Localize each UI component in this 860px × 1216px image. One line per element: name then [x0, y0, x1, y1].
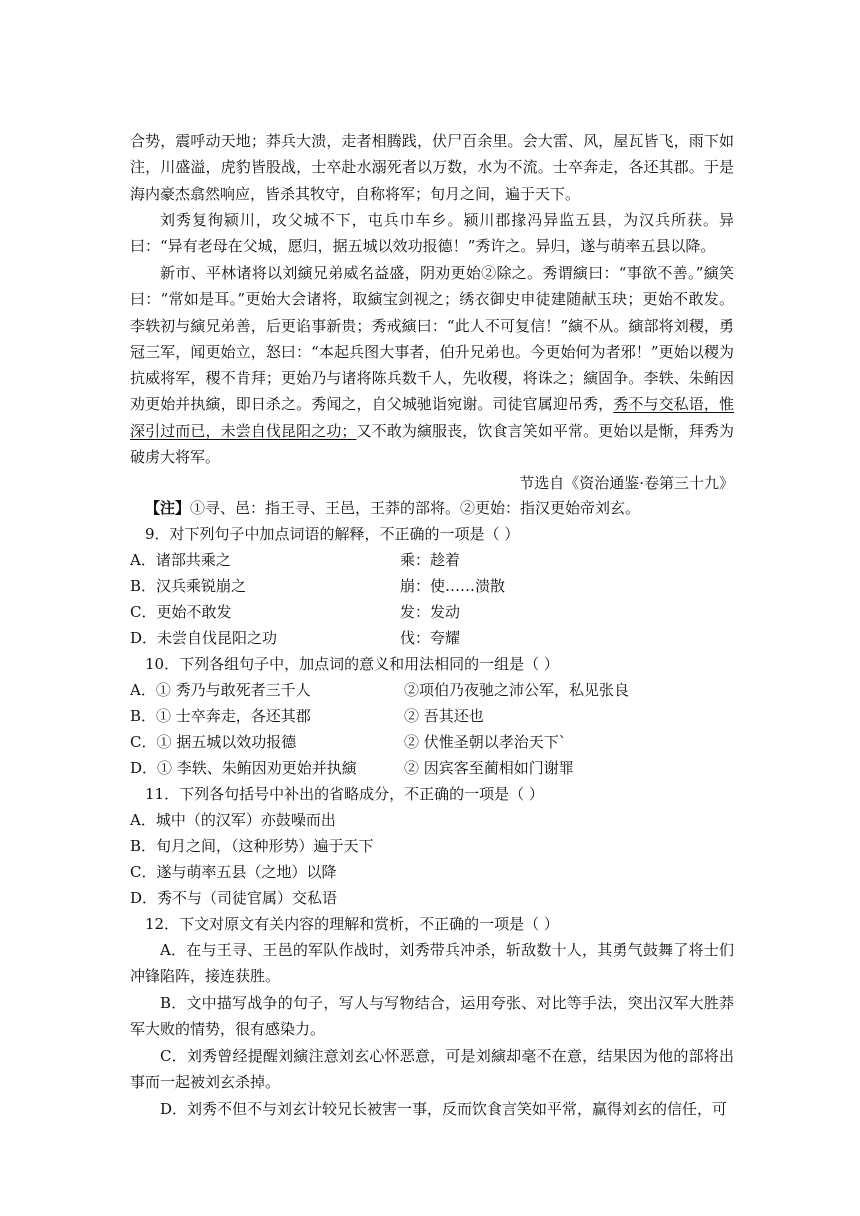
- option-explanation: 崩：使……溃散: [400, 577, 506, 595]
- option-explanation: 伐：夸耀: [400, 629, 461, 647]
- question-11-option-c: C．遂与萌率五县（之地）以降: [130, 863, 337, 881]
- passage-paragraph-2: 刘秀复徇颍川，攻父城不下，屯兵巾车乡。颍川郡掾冯异监五县，为汉兵所获。异曰：“异有老母在父城，愿归，据五城以效功报德！”秀许之。异归，遂与萌率五县以降。: [130, 211, 734, 256]
- question-9-option-b: [130, 573, 734, 599]
- option-explanation: 发：发动: [400, 603, 461, 621]
- question-10-option-a: [130, 677, 734, 703]
- option-sentence: D．未尝自伐昆阳之功: [130, 629, 278, 647]
- question-12-option-c: C．刘秀曾经提醒刘縯注意刘玄心怀恶意，可是刘縯却毫不在意，结果因为他的部将出事而一起被刘玄杀掉。: [130, 1047, 734, 1092]
- passage-paragraph-3: [130, 260, 734, 470]
- question-11-option-b: B．旬月之间，（这种形势）遍于天下: [130, 837, 374, 855]
- question-9-stem: 9．对下列句子中加点词语的解释，不正确的一项是（ ）: [145, 525, 520, 543]
- option-sentence-1: D．① 李轶、朱鲔因劝更始并执縯: [130, 759, 357, 777]
- question-12-option-a: A．在与王寻、王邑的军队作战时，刘秀带兵冲杀，斩敌数十人，其勇气鼓舞了将士们冲锋陷阵，接连获胜。: [130, 941, 734, 986]
- option-sentence-1: C．① 据五城以效功报德: [130, 733, 297, 751]
- question-9-option-a: [130, 547, 734, 573]
- note-label: 【注】: [145, 499, 191, 517]
- passage-paragraph-1: 合势，震呼动天地；莽兵大溃，走者相腾践，伏尸百余里。会大雷、风，屋瓦皆飞，雨下如注，川盛溢，虎豹皆股战，士卒赴水溺死者以万数，水为不流。士卒奔走，各还其郡。于是海内豪杰翕然响应，皆杀其牧守，自称将军；旬月之间，遍于天下。: [130, 132, 734, 203]
- option-sentence: A．诸部共乘之: [130, 551, 231, 569]
- option-sentence: C．更始不敢发: [130, 603, 232, 621]
- question-10-option-b: [130, 703, 734, 729]
- option-sentence-2: ② 因宾客至蔺相如门谢罪: [404, 759, 574, 777]
- question-11-stem: 11．下列各句括号中补出的省略成分，不正确的一项是（ ）: [145, 785, 544, 803]
- annotation-note: [145, 495, 749, 521]
- question-9-option-d: [130, 625, 734, 651]
- option-explanation: 乘：趁着: [400, 551, 461, 569]
- question-9-option-c: [130, 599, 734, 625]
- question-11-option-a: A．城中（的汉军）亦鼓噪而出: [130, 811, 336, 829]
- question-12-option-d: D．刘秀不但不与刘玄计较兄长被害一事，反而饮食言笑如平常，赢得刘玄的信任，可: [160, 1100, 728, 1118]
- note-text: ①寻、邑：指王寻、王邑，王莽的部将。②更始：指汉更始帝刘玄。: [190, 499, 641, 517]
- question-12-option-b: B．文中描写战争的句子，写人与写物结合，运用夸张、对比等手法，突出汉军大胜莽军大败的情势，很有感染力。: [130, 994, 734, 1039]
- passage-paragraph-3-ending: 又不敢为縯服丧，饮食言笑如平常。更始以是惭，拜秀为破虏大将军。: [130, 421, 734, 467]
- passage-paragraph-3-text: 新市、平林诸将以刘縯兄弟威名益盛，阴劝更始②除之。秀谓縯曰：“事欲不善。”縯笑曰：“常如是耳。”更始大会诸将，取縯宝剑视之；绣衣御史申徒建随献玉玦；更始不敢发。李轶初与縯兄弟善，后更谄事新贵；秀戒縯曰：“此人不可复信！”縯不从。縯部将刘稷，勇冠三军，闻更始立，怒曰：“本起兵图大事者，伯升兄弟也。今更始何为者邪！”更始以稷为抗威将军，稷不肯拜；更始乃与诸将陈兵数千人，先收稷，将诛之；縯固争。李轶、朱鲔因劝更始并执縯，即日杀之。秀闻之，自父城驰诣宛谢。司徒官属迎吊秀，: [130, 264, 734, 414]
- question-11-option-d: D．秀不与（司徒官属）交私语: [130, 889, 338, 907]
- source-citation: 节选自《资治通鉴·卷第三十九》: [519, 474, 734, 492]
- option-sentence-2: ②项伯乃夜驰之沛公军，私见张良: [404, 681, 630, 699]
- option-sentence-1: A．① 秀乃与敢死者三千人: [130, 681, 311, 699]
- question-12-stem: 12．下文对原文有关内容的理解和赏析，不正确的一项是（ ）: [145, 915, 559, 933]
- question-10-option-c: [130, 729, 734, 755]
- option-sentence-2: ② 吾其还也: [404, 707, 484, 725]
- option-sentence: B．汉兵乘锐崩之: [130, 577, 247, 595]
- option-sentence-2: ② 伏惟圣朝以孝治天下`: [404, 733, 567, 751]
- question-10-stem: 10．下列各组句子中，加点词的意义和用法相同的一组是（ ）: [145, 655, 559, 673]
- underlined-sentence: 秀不与交私语，惟深引过而已，未尝自伐昆阳之功；: [130, 395, 734, 440]
- option-sentence-1: B．① 士卒奔走，各还其郡: [130, 707, 311, 725]
- question-10-option-d: [130, 755, 734, 781]
